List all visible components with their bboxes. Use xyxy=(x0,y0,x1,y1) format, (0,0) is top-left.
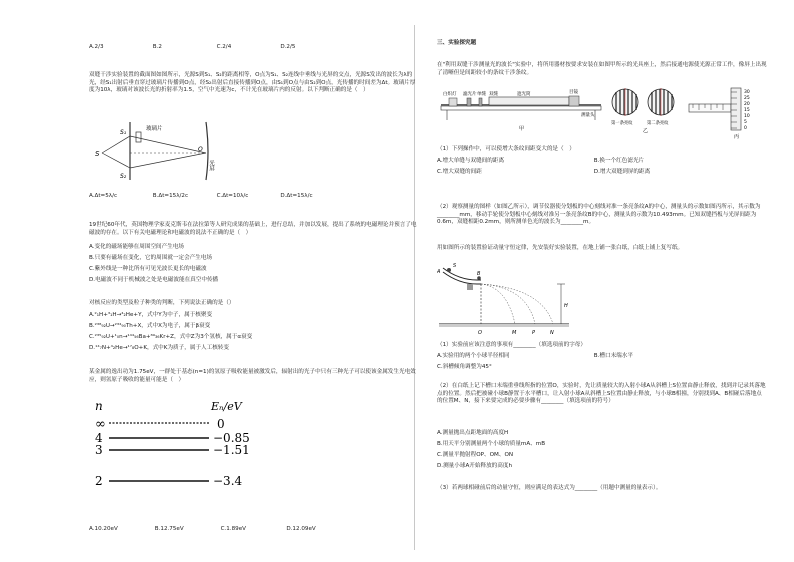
exp1-sub1-options-row2 xyxy=(437,169,650,177)
label-o: O xyxy=(478,330,482,336)
momentum-apparatus-figure xyxy=(437,262,577,337)
q3-option-b[interactable]: B.只要有磁场在变化，它的周围就一定会产生电场 xyxy=(89,255,213,261)
svg-text:∞: ∞ xyxy=(95,417,106,432)
scale-tick-10: 10 xyxy=(744,114,750,119)
q3-option-a[interactable]: A.变化的磁场能够在周围空间产生电场 xyxy=(89,244,185,250)
svg-text:−3.4: −3.4 xyxy=(213,474,243,488)
q4-option-d[interactable]: D.¹⁴₇N+⁴₂He→¹⁷₈O+K，式中K为质子，属于人工核转变 xyxy=(89,345,229,351)
exp1-sub2-text: （2）观察测量的图样（如图乙所示），调节仪器使分划板的中心刻线对准一条亮条纹A的中心，测量头的示数如图丙所示，其示数为________mm，移动手轮使分划板中心刻线对准另一条亮条纹B的中心，测量头的示数为10.493mm。已知双缝挡板与光屏间距为0.6m，双缝相距0.2mm，则所测单色光的波长为________m。 xyxy=(437,204,761,226)
exp2-option-a[interactable]: A.实验用的两个小球半径相同 xyxy=(437,353,510,359)
label-n: N xyxy=(550,330,554,336)
q1-options xyxy=(89,44,342,52)
label-b: B xyxy=(477,271,481,277)
exp1-option-d[interactable]: D.增大双缝到屏的距离 xyxy=(593,169,651,175)
scale-tick-20: 20 xyxy=(744,102,750,107)
svg-text:4: 4 xyxy=(95,431,103,445)
label-measuring-head: 测量头 xyxy=(581,113,595,118)
label-s: S xyxy=(453,263,457,269)
column-divider xyxy=(414,25,415,550)
label-glass: 玻璃片 xyxy=(146,126,163,132)
q5-option-b[interactable]: B.12.75eV xyxy=(154,526,184,532)
section-title: 三、实验探究题 xyxy=(437,40,477,46)
label-tube: 遮光筒 xyxy=(517,92,531,97)
svg-text:−0.85: −0.85 xyxy=(213,431,250,445)
label-lamp: 白炽灯 xyxy=(443,92,457,97)
q2-question-text: 双缝干涉实验装置的截面图如图所示，光源S到S₁、S₂的距离相等，O点为S₁、S₂连线中垂线与光屏的交点，光源S发出的波长为λ的光，经S₁出射后垂直穿过玻璃片传播到O点，经S₂出射后直接传播到O点，由S₁到O点与由S₂到O点，光传播的时间差为Δt。玻璃片厚度为10λ，玻璃对该波长光的折射率为1.5，空气中光速为c，不计光在玻璃片内的反射。以下判断正确的是（ ） xyxy=(89,72,416,94)
label-s: S xyxy=(95,150,100,158)
label-filter: 滤光片 xyxy=(463,92,477,97)
svg-text:−1.51: −1.51 xyxy=(213,443,250,457)
q4-option-a[interactable]: A.²₁H+³₁H→⁴₂He+Y，式中Y为中子，属于核聚变 xyxy=(89,312,213,318)
q1-option-b[interactable]: B.2 xyxy=(152,44,162,50)
energy-e-header: Eₙ/eV xyxy=(211,400,242,413)
optical-bench-figure xyxy=(437,86,607,134)
label-a: A xyxy=(437,269,441,275)
q5-question-text: 某金属的逸出功为1.75eV，一群处于基态(n=1)的氢原子吸收能量被激发后，辐射出的光子中只有三种光子可以使该金属发生光电效应，则氢原子吸收的能量可能是（ ） xyxy=(89,369,416,383)
label-s2: S₂ xyxy=(120,173,127,180)
exp2-sub1-text: （1）实验前应该注意的事项有________（填选项前的字母） xyxy=(437,342,586,348)
q3-option-d[interactable]: D.电磁波不同于机械波之处是电磁波能在真空中传播 xyxy=(89,277,219,283)
scale-tick-0: 0 xyxy=(744,126,747,131)
fringe-patterns-figure xyxy=(609,84,681,134)
exp2-sub3-text: （3）若两球相碰前后的动量守恒，则应满足的表达式为________（用题中测量的量表示）。 xyxy=(437,485,662,491)
exp1-option-a[interactable]: A.增大单缝与双缝间的距离 xyxy=(437,158,505,164)
label-eyepiece: 目镜 xyxy=(569,90,578,95)
label-double-slit: 双缝 xyxy=(489,92,498,97)
interference-diagram xyxy=(94,120,224,182)
q2-option-a[interactable]: A.Δt=5λ/c xyxy=(89,193,118,199)
label-h: H xyxy=(564,303,568,309)
q2-option-d[interactable]: D.Δt=15λ/c xyxy=(280,193,313,199)
q3-question-text: 19世纪60年代，英国物理学家麦克斯韦在法拉第等人研究成果的基础上，进行总结，并加以发展，提出了系统的电磁理论并预言了电磁波的存在。以下有关电磁理论和电磁波的说法不正确的是（ ） xyxy=(89,222,417,236)
label-yi: 乙 xyxy=(643,128,649,134)
q3-option-c[interactable]: C.紫外线是一种比所有可见光波长更长的电磁波 xyxy=(89,266,207,272)
q1-option-a[interactable]: A.2/3 xyxy=(89,44,104,50)
label-single-slit: 单缝 xyxy=(477,92,486,97)
q4-question-text: 对核反应的类型及粒子种类的判断，下列说法正确的是（） xyxy=(89,300,235,306)
label-jia: 甲 xyxy=(519,126,525,132)
label-first-fringe: 第一条亮纹 xyxy=(611,121,633,126)
glass-slab xyxy=(136,132,141,142)
level-2 xyxy=(95,474,243,488)
q1-option-c[interactable]: C.2/4 xyxy=(216,44,232,50)
q2-option-b[interactable]: B.Δt=15λ/2c xyxy=(152,193,189,199)
exp2-intro-text: 用如图所示的装置验证动量守恒定律，先安装好实验装置，在地上铺一张白纸，白纸上铺上复写纸。 xyxy=(437,245,684,251)
label-m: M xyxy=(512,330,517,336)
label-screen: 光屏 xyxy=(208,160,214,171)
q5-option-d[interactable]: D.12.09eV xyxy=(286,526,316,532)
label-p: P xyxy=(532,330,536,336)
svg-text:0: 0 xyxy=(217,417,225,431)
level-infinity xyxy=(95,417,225,432)
label-s1: S₁ xyxy=(120,129,127,136)
scale-tick-5: 5 xyxy=(744,120,747,125)
label-o: O xyxy=(198,146,203,153)
exp1-sub1-options-row1 xyxy=(437,158,644,166)
q5-option-a[interactable]: A.10.20eV xyxy=(89,526,118,532)
exp1-sub1-text: （1）下列操作中，可以使增大条纹间距变大的是（ ） xyxy=(437,146,575,152)
svg-text:3: 3 xyxy=(95,443,103,457)
q2-options xyxy=(89,193,342,201)
energy-level-diagram xyxy=(91,396,311,506)
q5-options xyxy=(89,526,350,534)
svg-text:2: 2 xyxy=(95,474,103,488)
exp2-option-c[interactable]: C.斜槽倾角调整为45° xyxy=(437,364,492,370)
exp2-sub2-option-c[interactable]: C.测量平抛射程OP、OM、ON xyxy=(437,452,514,458)
q2-option-c[interactable]: C.Δt=10λ/c xyxy=(216,193,249,199)
scale-tick-15: 15 xyxy=(744,108,750,113)
energy-n-header: n xyxy=(95,399,103,413)
label-bing: 丙 xyxy=(734,134,740,140)
exp2-sub2-text: （2）在白纸上记下槽口末端重垂线所指的位置O，实验时，先让质量较大的入射小球A从斜槽上S位置由静止释放，找到并记录其落地点的位置。然后把被碰小球B静置于水平槽口，让入射小球A从斜槽上S位置由静止释放，与小球B相撞，分别找到A、B相碰后落地点的位置M、N，接下来要完成的必要步骤有________（填选项前的符号） xyxy=(437,383,766,405)
exp2-sub1-options-row1 xyxy=(437,353,633,361)
exp1-option-c[interactable]: C.增大双缝的间距 xyxy=(437,169,482,175)
level-3 xyxy=(95,443,250,457)
exp2-sub2-option-b[interactable]: B.用天平分别测量两个小球的质量mA、mB xyxy=(437,441,546,447)
exp2-sub2-option-d[interactable]: D.测量小球A开始释放的高度h xyxy=(437,463,512,469)
exp2-sub2-option-a[interactable]: A.测量抛出点距地面的高度H xyxy=(437,430,509,436)
exp1-option-b[interactable]: B.换一个红色滤光片 xyxy=(593,158,645,164)
scale-tick-25: 25 xyxy=(744,96,750,101)
label-last-fringe: 第二条亮纹 xyxy=(647,121,669,126)
exp2-option-b[interactable]: B.槽口末端水平 xyxy=(593,353,633,359)
q1-option-d[interactable]: D.2/5 xyxy=(280,44,296,50)
scale-tick-30: 30 xyxy=(744,90,750,95)
micrometer-figure xyxy=(687,84,767,140)
q4-option-c[interactable]: C.²³⁵₉₂U+¹₀n→¹⁴⁴₅₆Ba+⁸⁹₃₆Kr+Z，式中Z为3个氢核，属于α衰变 xyxy=(89,334,253,340)
exp1-intro-text: 在"利用双缝干涉测量光的波长"实验中，将所用器材按要求安装在如图甲所示的光具座上，然后接通电源使光源正常工作，像屏上出现了清晰但是间距较小的条纹干涉条纹。 xyxy=(437,62,767,76)
q4-option-b[interactable]: B.²³⁸₉₂U→²³⁴₉₀Th+X，式中X为电子，属于β衰变 xyxy=(89,323,211,329)
q5-option-c[interactable]: C.1.89eV xyxy=(220,526,246,532)
